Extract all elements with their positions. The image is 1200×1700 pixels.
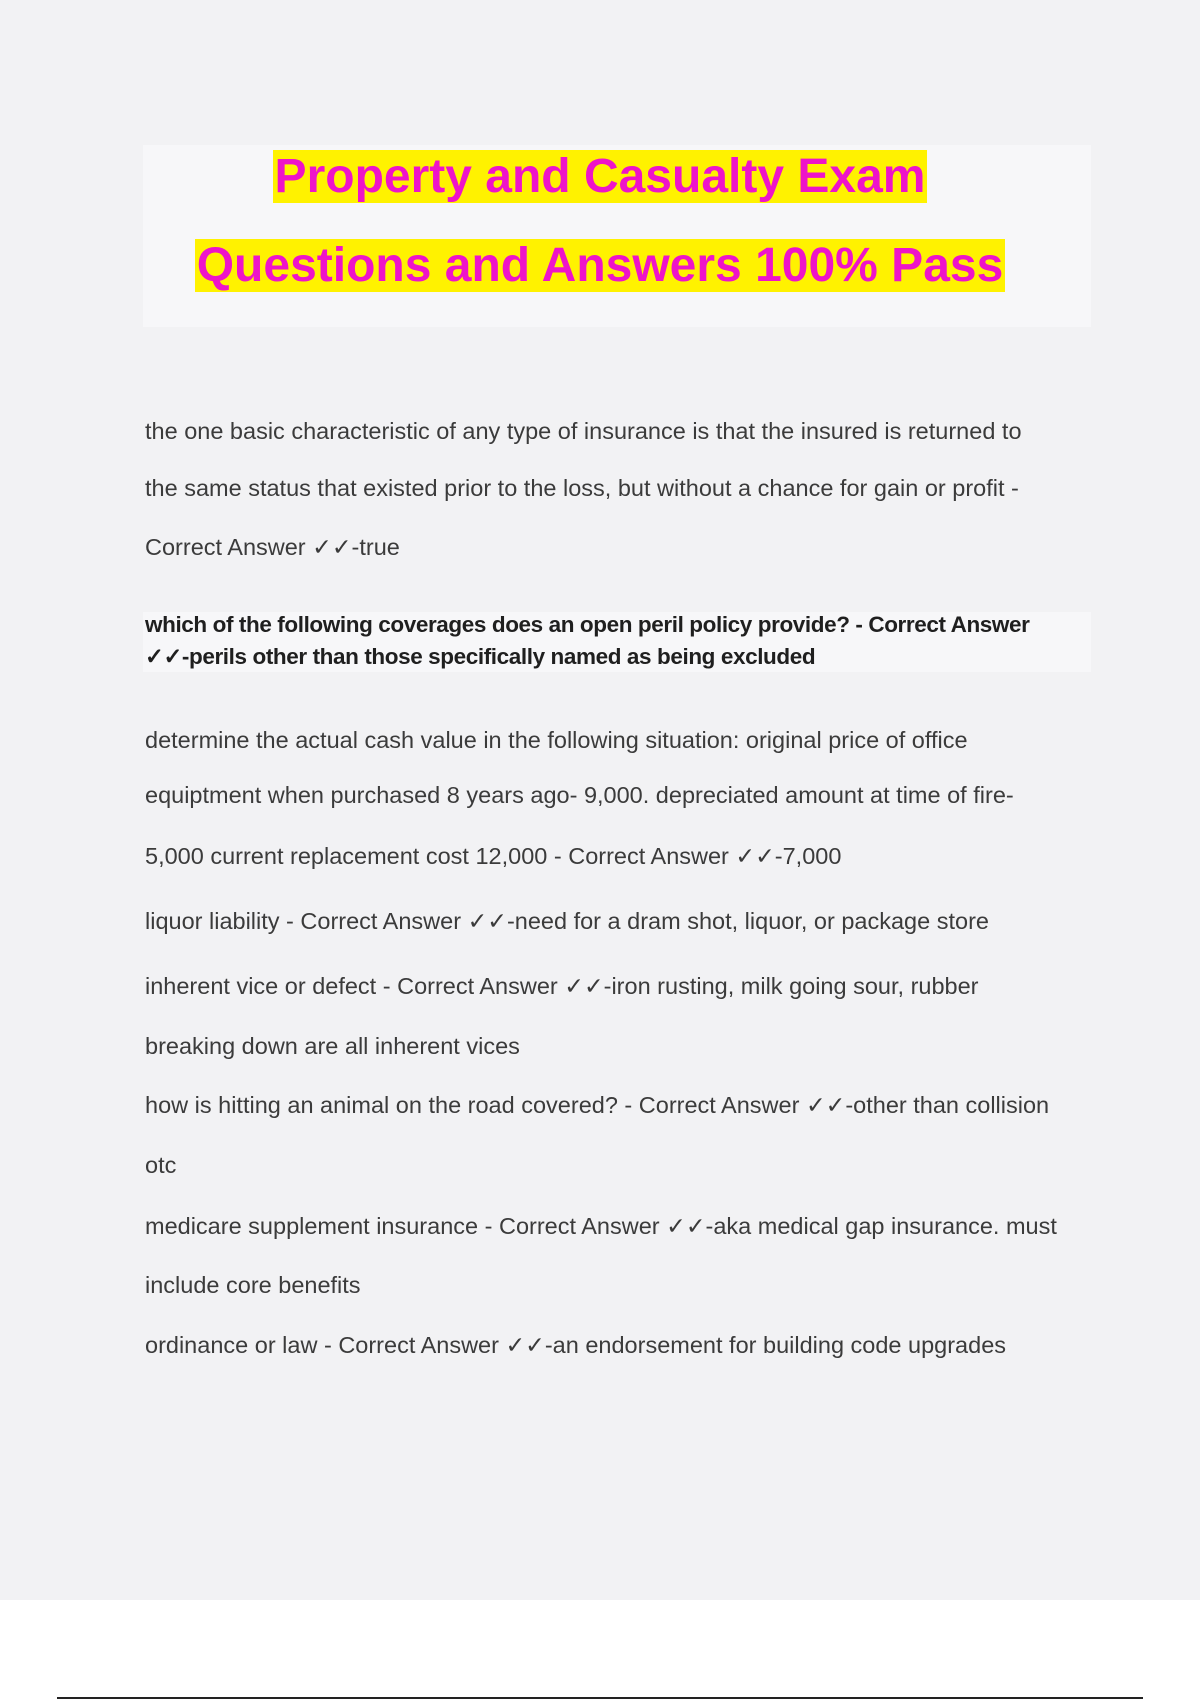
document-title-line-2	[0, 237, 1200, 295]
qa-item-1-line-2: the same status that existed prior to the loss, but without a chance for gain or profit -	[145, 475, 1019, 501]
document-title-line-1	[0, 148, 1200, 206]
qa-item-6-line-1: how is hitting an animal on the road covered? - Correct Answer ✓✓-other than collision	[145, 1092, 1050, 1118]
qa-item-1-line-3: Correct Answer ✓✓-true	[145, 534, 400, 560]
qa-item-7-line-2: include core benefits	[145, 1272, 361, 1298]
qa-item-3-line-1: determine the actual cash value in the following situation: original price of office	[145, 727, 968, 753]
footer-divider	[57, 1697, 1143, 1699]
qa-item-4-line-1: liquor liability - Correct Answer ✓✓-need for a dram shot, liquor, or package store	[145, 908, 989, 934]
qa-item-5-line-2: breaking down are all inherent vices	[145, 1033, 520, 1059]
title-text-2: Questions and Answers 100% Pass	[196, 239, 1004, 292]
qa-item-2	[143, 612, 1091, 672]
qa-item-6-line-2: otc	[145, 1152, 177, 1178]
qa-item-1-line-1: the one basic characteristic of any type of insurance is that the insured is returned to	[145, 418, 1022, 444]
qa-item-2-line-1: which of the following coverages does an open peril policy provide? - Correct Answer	[145, 612, 1030, 637]
qa-item-5-line-1: inherent vice or defect - Correct Answer ✓✓-iron rusting, milk going sour, rubber	[145, 973, 979, 999]
qa-item-8-line-1: ordinance or law - Correct Answer ✓✓-an endorsement for building code upgrades	[145, 1332, 1007, 1358]
qa-item-2-line-2: ✓✓-perils other than those specifically named as being excluded	[145, 644, 816, 669]
qa-item-3-line-2: equiptment when purchased 8 years ago- 9,000. depreciated amount at time of fire-	[145, 782, 1014, 808]
qa-item-7-line-1: medicare supplement insurance - Correct Answer ✓✓-aka medical gap insurance. must	[145, 1213, 1057, 1239]
title-text-1: Property and Casualty Exam	[274, 150, 926, 203]
qa-item-3-line-3: 5,000 current replacement cost 12,000 - Correct Answer ✓✓-7,000	[145, 843, 842, 869]
